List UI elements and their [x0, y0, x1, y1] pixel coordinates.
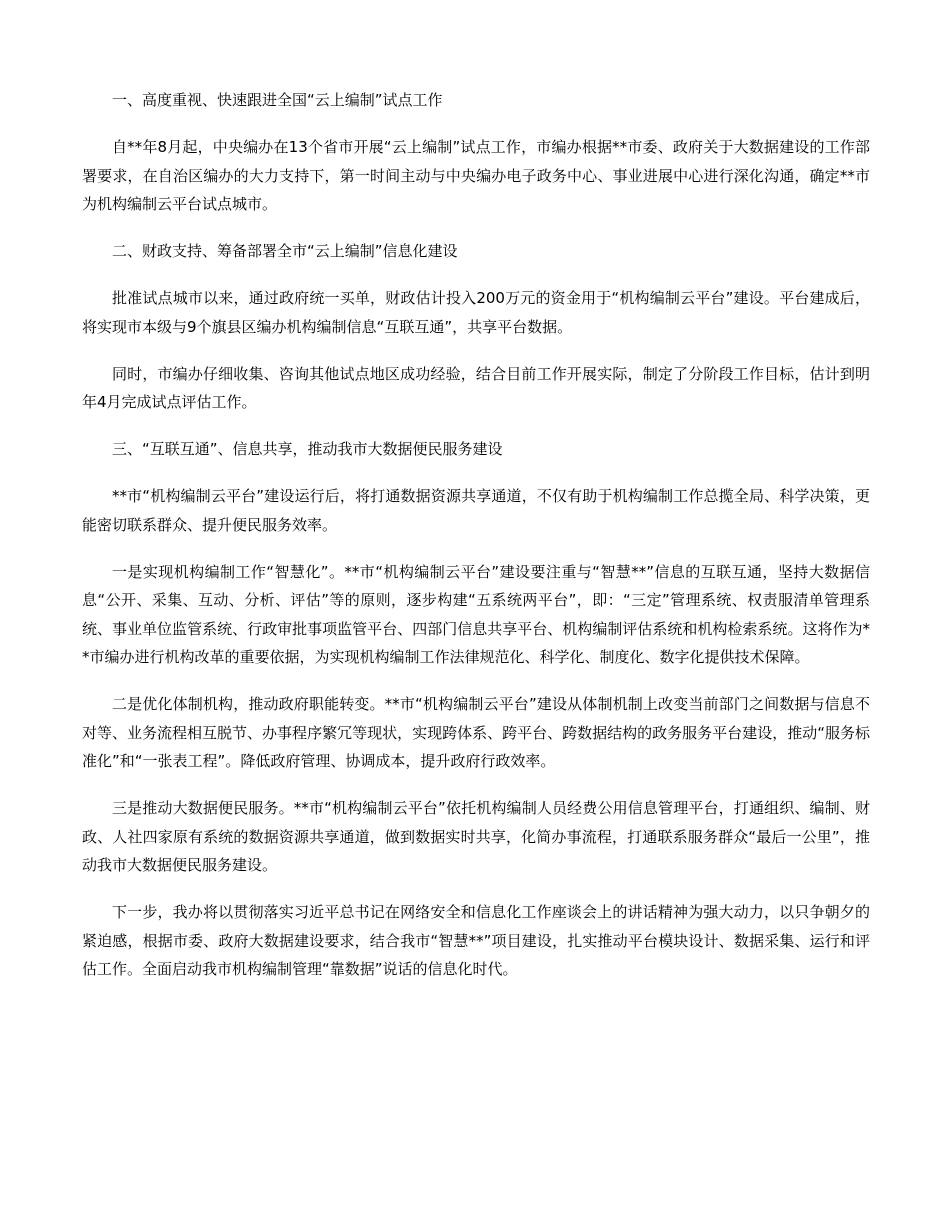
- paragraph: 二是优化体制机构，推动政府职能转变。**市“机构编制云平台”建设从体制机制上改变当前部门之间数据与信息不对等、业务流程相互脱节、办事程序繁冗等现状，实现跨体系、跨平台、跨数据结构的政务服务平台建设，推动“服务标准化”和“一张表工程”。降低政府管理、协调成本，提升政府行政效率。: [82, 695, 870, 770]
- paragraph: 三是推动大数据便民服务。**市“机构编制云平台”依托机构编制人员经费公用信息管理平台，打通组织、编制、财政、人社四家原有系统的数据资源共享通道，做到数据实时共享，化简办事流程，打通联系服务群众“最后一公里”，推动我市大数据便民服务建设。: [82, 799, 870, 874]
- paragraph: 批准试点城市以来，通过政府统一买单，财政估计投入200万元的资金用于“机构编制云平台”建设。平台建成后，将实现市本级与9个旗县区编办机构编制信息“互联互通”，共享平台数据。: [82, 289, 870, 336]
- section-heading-2: 二、财政支持、筹备部署全市“云上编制”信息化建设: [112, 242, 458, 260]
- paragraph: **市“机构编制云平台”建设运行后，将打通数据资源共享通道，不仅有助于机构编制工作总揽全局、科学决策，更能密切联系群众、提升便民服务效率。: [82, 487, 870, 534]
- paragraph: 一是实现机构编制工作“智慧化”。**市“机构编制云平台”建设要注重与“智慧**”信息的互联互通，坚持大数据信息“公开、采集、互动、分析、评估”等的原则，逐步构建“五系统两平台”，即：“三定”管理系统、权责服清单管理系统、事业单位监管系统、行政审批事项监管平台、四部门信息共享平台、机构编制评估系统和机构检索系统。这将作为**市编办进行机构改革的重要依据，为实现机构编制工作法律规范化、科学化、制度化、数字化提供技术保障。: [82, 562, 870, 666]
- paragraph: 自**年8月起，中央编办在13个省市开展“云上编制”试点工作，市编办根据**市委、政府关于大数据建设的工作部署要求，在自治区编办的大力支持下，第一时间主动与中央编办电子政务中心、事业进展中心进行深化沟通，确定**市为机构编制云平台试点城市。: [82, 138, 870, 213]
- section-heading-3: 三、“互联互通”、信息共享，推动我市大数据便民服务建设: [112, 440, 503, 458]
- paragraph: 下一步，我办将以贯彻落实习近平总书记在网络安全和信息化工作座谈会上的讲话精神为强大动力，以只争朝夕的紧迫感，根据市委、政府大数据建设要求，结合我市“智慧**”项目建设，扎实推动平台模块设计、数据采集、运行和评估工作。全面启动我市机构编制管理“靠数据”说话的信息化时代。: [82, 903, 870, 978]
- section-heading-1: 一、高度重视、快速跟进全国“云上编制”试点工作: [112, 91, 443, 109]
- document-body: [82, 86, 870, 1002]
- paragraph: 同时，市编办仔细收集、咨询其他试点地区成功经验，结合目前工作开展实际，制定了分阶段工作目标，估计到明年4月完成试点评估工作。: [82, 364, 870, 411]
